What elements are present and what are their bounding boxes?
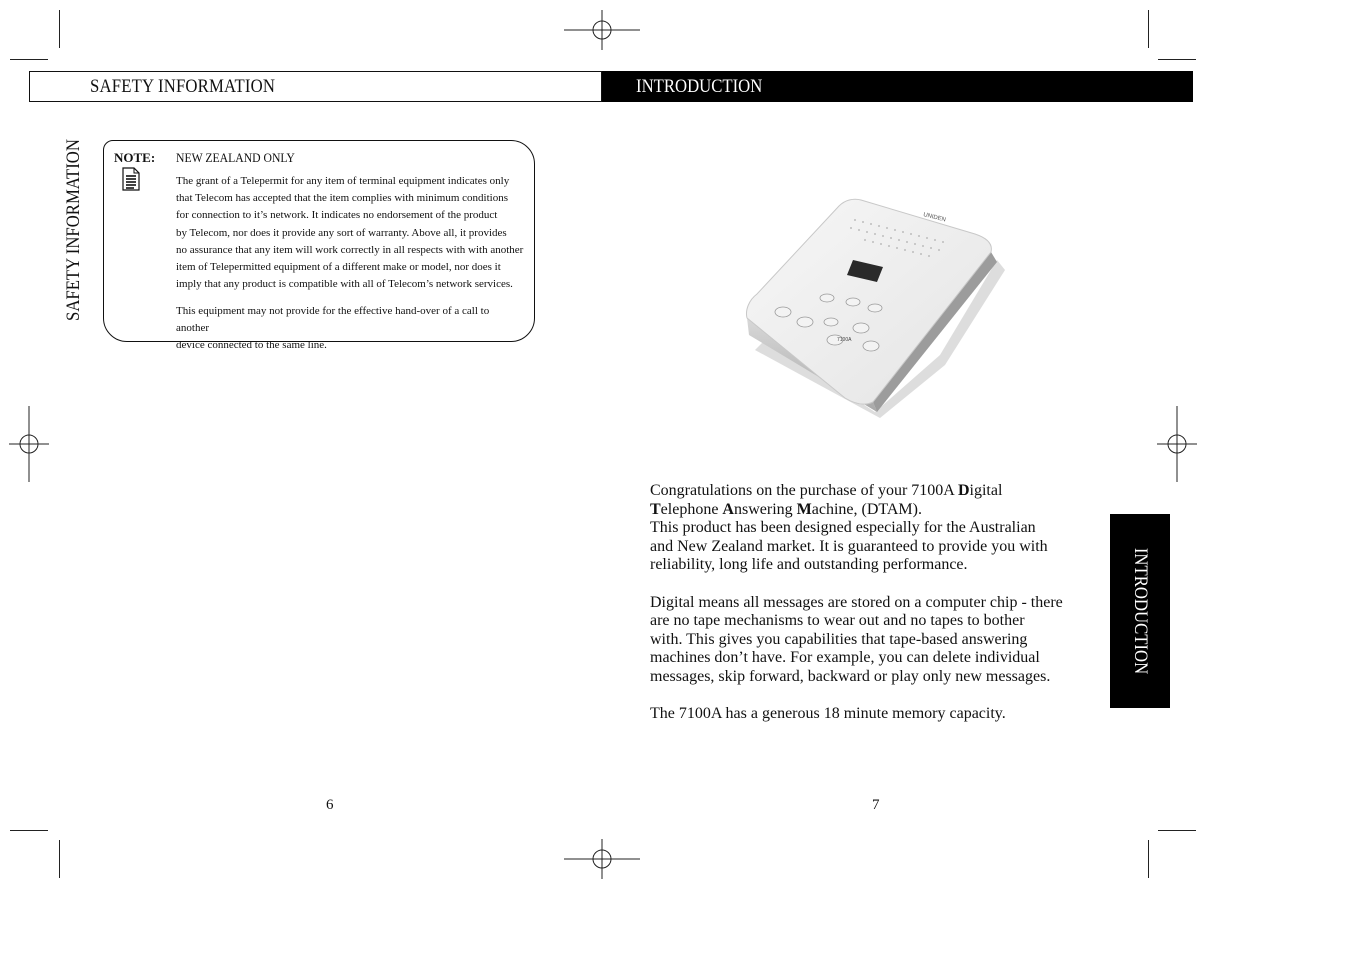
note-line: device connected to the same line. — [176, 339, 327, 352]
side-tab-introduction-text: INTRODUCTION — [1130, 547, 1151, 675]
note-line: that Telecom has accepted that the item complies with minimum conditions — [176, 192, 509, 205]
section-header-introduction — [602, 71, 1193, 102]
note-line: no assurance that any item will work correctly in all respects with with another — [176, 243, 524, 256]
intro-line: and New Zealand market. It is guaranteed to provide you with — [650, 537, 1048, 555]
side-tab-introduction — [1110, 514, 1170, 708]
note-line: This equipment may not provide for the effective hand-over of a call to another — [176, 305, 490, 335]
page-number-left: 6 — [326, 797, 334, 813]
note-box — [103, 140, 535, 352]
note-label: NOTE: — [114, 150, 156, 165]
intro-line: messages, skip forward, backward or play only new messages. — [650, 667, 1051, 685]
product-brand: UNIDEN — [922, 212, 947, 224]
intro-paragraph-1: Congratulations on the purchase of your 7100A Digital Telephone Answering Machine, (DTAM). This product has been designed especially for the Australian and New Zealand market. It is guaranteed to provide you with reliability, long life and outstanding performance. — [650, 482, 1048, 574]
note-paragraph-1 — [176, 173, 524, 293]
intro-line: with. This gives you capabilities that tape-based answering — [650, 630, 1028, 648]
page-number-right: 7 — [872, 797, 880, 813]
product-model: 7100A — [837, 337, 852, 343]
side-label-safety — [57, 140, 91, 320]
intro-paragraph-2 — [650, 594, 1090, 687]
document-icon — [121, 167, 141, 191]
note-title: NEW ZEALAND ONLY — [176, 150, 295, 165]
section-header-introduction-title: INTRODUCTION — [636, 76, 763, 97]
intro-line: This product has been designed especially for the Australian — [650, 519, 1036, 537]
note-line: by Telecom, nor does it provide any sort of warranty. Above all, it provides — [176, 226, 507, 239]
intro-line: machines don’t have. For example, you can delete individual — [650, 649, 1040, 667]
section-header-safety — [29, 71, 602, 102]
intro-line: Digital means all messages are stored on a computer chip - there — [650, 593, 1063, 611]
intro-paragraph-3: The 7100A has a generous 18 minute memory capacity. — [650, 705, 1006, 723]
intro-line: reliability, long life and outstanding performance. — [650, 556, 968, 574]
note-line: The grant of a Telepermit for any item of terminal equipment indicates only — [176, 175, 510, 187]
note-paragraph-2 — [176, 303, 524, 355]
answering-machine-image — [735, 190, 1010, 420]
note-line: item of Telepermitted equipment of a different make or model, nor does it — [176, 261, 501, 274]
intro-text — [650, 482, 1090, 742]
note-line: for connection to it’s network. It indicates no endorsement of the product — [176, 209, 498, 222]
side-label-safety-text: SAFETY INFORMATION — [63, 139, 84, 321]
section-header-safety-title: SAFETY INFORMATION — [90, 76, 276, 97]
intro-line: are no tape mechanisms to wear out and no tapes to bother — [650, 612, 1025, 630]
note-line: imply that any product is compatible with all of Telecom’s network services. — [176, 278, 513, 291]
